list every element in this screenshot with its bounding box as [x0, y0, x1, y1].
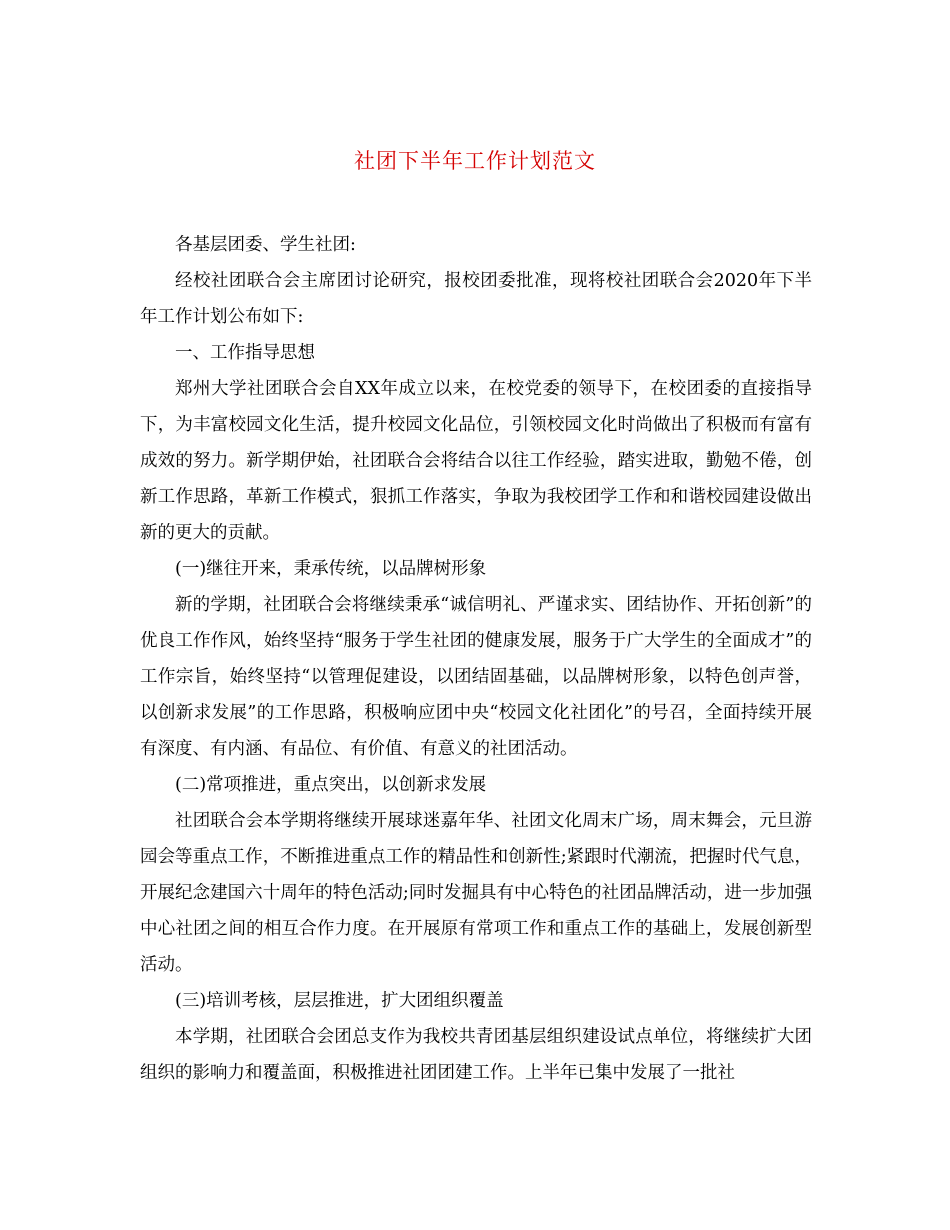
- section-heading: 一、工作指导思想: [175, 343, 315, 363]
- subsection-heading: (三)培训考核，层层推进，扩大团组织覆盖: [175, 991, 504, 1011]
- body-paragraph: 新的学期，社团联合会将继续秉承“诚信明礼、严谨求实、团结协作、开拓创新”的优良工作作风，始终坚持“服务于学生社团的健康发展，服务于广大学生的全面成才”的工作宗旨，始终坚持“以管理促建设，以团结固基础，以品牌树形象，以特色创声誉，以创新求发展”的工作思路，积极响应团中央“校园文化社团化”的号召，全面持续开展有深度、有内涵、有品位、有价值、有意义的社团活动。: [140, 595, 812, 759]
- body-paragraph: 社团联合会本学期将继续开展球迷嘉年华、社团文化周末广场，周末舞会，元旦游园会等重点工作，不断推进重点工作的精品性和创新性;紧跟时代潮流，把握时代气息，开展纪念建国六十周年的特色活动;同时发掘具有中心特色的社团品牌活动，进一步加强中心社团之间的相互合作力度。在开展原有常项工作和重点工作的基础上，发展创新型活动。: [140, 811, 812, 975]
- subsection-heading: (一)继往开来，秉承传统，以品牌树形象: [175, 559, 487, 579]
- subsection-heading: (二)常项推进，重点突出，以创新求发展: [175, 775, 487, 795]
- document-title: 社团下半年工作计划范文: [354, 149, 596, 173]
- intro-paragraph: 经校社团联合会主席团讨论研究，报校团委批准，现将校社团联合会2020年下半年工作计划公布如下:: [140, 271, 812, 327]
- body-paragraph: 本学期，社团联合会团总支作为我校共青团基层组织建设试点单位，将继续扩大团组织的影响力和覆盖面，积极推进社团团建工作。上半年已集中发展了一批社: [140, 1027, 812, 1083]
- document-body: [140, 227, 812, 1091]
- salutation-paragraph: 各基层团委、学生社团:: [175, 235, 356, 255]
- body-paragraph: 郑州大学社团联合会自XX年成立以来，在校党委的领导下，在校团委的直接指导下，为丰富校园文化生活，提升校园文化品位，引领校园文化时尚做出了积极而有富有成效的努力。新学期伊始，社团联合会将结合以往工作经验，踏实进取，勤勉不倦，创新工作思路，革新工作模式，狠抓工作落实，争取为我校团学工作和和谐校园建设做出新的更大的贡献。: [140, 379, 812, 543]
